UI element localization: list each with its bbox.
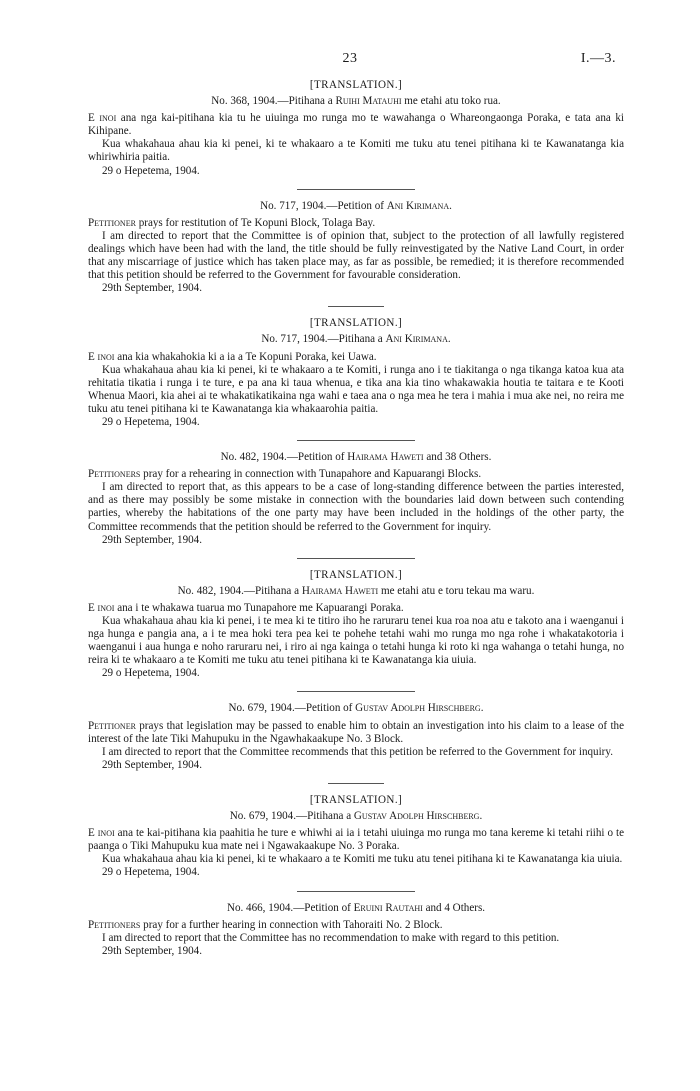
prayer-text: pray for a further hearing in connection with Tahoraiti No. 2 Block. xyxy=(140,918,443,931)
committee-report: Kua whakahaua ahau kia ki penei, i te mea ki te titiro iho he raruraru tenei kua roa noa atu e takoto ana i waenganui i nga hunga e pangia ana, a i te mea hoki tera pea kei te pohehe tetahi wahi mo runga mo nga rohe i whakatakotoria i waenganui i aua hunga e noho raruraru nei, i riro ai nga kainga o tetahi hunga ki roto ki nga wahanga o tetahi hunga, no reira ki te whakaaro a te Komiti me tuku atu tenei pitihana ki te Kawanatanga kia uiuia. xyxy=(88,615,624,667)
petitioner-name: Gustav Adolph Hirschberg xyxy=(355,702,481,715)
report-date: 29th September, 1904. xyxy=(102,282,203,295)
translation-heading xyxy=(88,569,624,582)
section-divider xyxy=(297,558,415,559)
lead-word: E inoi xyxy=(88,601,115,614)
title-prefix: No. 679, 1904.—Petition of xyxy=(228,702,356,715)
close-bracket: ] xyxy=(398,79,403,91)
translation-label: TRANSLATION. xyxy=(314,793,398,806)
prayer-text: ana nga kai-pitihana kia tu he uiuinga mo runga mo te wawahanga o Whareongaonga Poraka, e tata ana ki Kihipane. xyxy=(88,112,624,138)
petition-prayer xyxy=(88,112,624,138)
title-prefix: No. 679, 1904.—Pitihana a xyxy=(229,810,354,823)
lead-word: E inoi xyxy=(88,112,117,125)
title-suffix: . xyxy=(479,810,483,823)
title-suffix: . xyxy=(480,702,484,715)
title-suffix: and 38 Others. xyxy=(423,451,492,464)
petition-title xyxy=(88,95,624,108)
translation-label: TRANSLATION. xyxy=(314,568,398,581)
lead-word: E inoi xyxy=(88,827,115,840)
close-bracket: ] xyxy=(398,568,403,581)
committee-report: I am directed to report that, as this appears to be a case of long-standing difference between the parties interested, and as there may possibly be some mistake in connection with the boundaries laid down between such contending parties, whereby the habitations of the one party may have been included in the holdings of the other party, the Committee recommends that the petition should be referred to the Government for inquiry. xyxy=(88,481,624,533)
prayer-text: prays for restitution of Te Kopuni Block, Tolaga Bay. xyxy=(135,216,376,229)
petition-prayer xyxy=(88,351,624,364)
petitioner-name: Ani Kirimana xyxy=(386,199,450,212)
report-date: 29 o Hepetema, 1904. xyxy=(102,164,200,177)
title-prefix: No. 717, 1904.—Pitihana a xyxy=(261,333,386,346)
prayer-text: ana i te whakawa tuarua mo Tunapahore me Kapuarangi Poraka. xyxy=(114,601,404,614)
title-suffix: . xyxy=(449,199,452,212)
petition-prayer xyxy=(88,919,624,932)
title-suffix: me etahi atu e toru tekau ma waru. xyxy=(378,584,535,597)
translation-section xyxy=(88,79,624,178)
title-prefix: No. 717, 1904.—Petition of xyxy=(260,199,387,212)
prayer-text: prays that legislation may be passed to enable him to obtain an investigation into his claim to a lease of the interest of the late Tiki Mahupuku in the Ngawhakaakupe No. 3 Block. xyxy=(88,719,624,745)
title-prefix: No. 368, 1904.—Pitihana a xyxy=(211,95,336,108)
petition-prayer xyxy=(88,468,624,481)
translation-heading xyxy=(88,317,624,330)
petition-title xyxy=(88,585,624,598)
section-divider xyxy=(297,691,415,692)
title-suffix: and 4 Others. xyxy=(422,901,486,914)
translation-section xyxy=(88,317,624,429)
title-suffix: me etahi atu toko rua. xyxy=(401,95,501,108)
report-date: 29 o Hepetema, 1904. xyxy=(102,667,200,680)
translation-label: TRANSLATION. xyxy=(314,317,398,330)
petition-title xyxy=(88,810,624,823)
section-divider xyxy=(297,440,415,441)
section-divider xyxy=(328,306,384,307)
committee-report: Kua whakahaua ahau kia ki penei, ki te whakaaro a te Komiti, i runga ano i te tiakitanga o nga tikanga katoa kua ata rehitatia tikatia i runga i te ture, e pa ana ki taua whenua, e tika ana kia tino whakawakia houtia te taitara e te Kooti Whenua Maori, kia ahei ai te whakatikatikaina nga wahi e taea ana o nga mea he tera i mahia i mua ake nei, no reira me tuku atu tenei pitihana ki te Kawanatanga kia whakaarohia paitia. xyxy=(88,363,624,415)
section-divider xyxy=(297,189,415,190)
report-date: 29 o Hepetema, 1904. xyxy=(102,415,200,428)
petition-title xyxy=(88,200,624,213)
petition-title xyxy=(88,902,624,915)
close-bracket: ] xyxy=(398,317,403,330)
close-bracket: ] xyxy=(398,793,403,806)
committee-report: I am directed to report that the Committee recommends that this petition be referred to the Government for inquiry. xyxy=(102,745,613,758)
petitioner-name: Gustav Adolph Hirschberg xyxy=(353,810,480,823)
translation-heading xyxy=(88,794,624,807)
petition-title xyxy=(88,333,624,346)
open-bracket: [ xyxy=(309,568,314,581)
petitioner-name: Hairama Haweti xyxy=(347,451,424,464)
translation-label: TRANSLATION. xyxy=(314,79,398,91)
open-bracket: [ xyxy=(309,317,314,330)
document-reference: I.—3. xyxy=(580,51,616,66)
petition-title xyxy=(88,702,624,715)
lead-word: Petitioners xyxy=(88,468,141,481)
translation-section xyxy=(88,794,624,880)
committee-report: I am directed to report that the Committee has no recommendation to make with regard to this petition. xyxy=(102,931,560,944)
section-divider xyxy=(297,891,415,892)
petition-section xyxy=(88,902,624,958)
petition-title xyxy=(88,451,624,464)
prayer-text: ana te kai-pitihana kia paahitia he ture e whiwhi ai ia i tetahi uiuinga mo runga mo tana kereme ki tetahi riihi o te paanga o Tiki Mahupuku kua mate nei i Ngawakaakupe No. 3 Poraka. xyxy=(88,827,624,853)
petition-prayer xyxy=(88,720,624,746)
lead-word: E inoi xyxy=(88,350,115,363)
petition-section xyxy=(88,451,624,547)
title-prefix: No. 482, 1904.—Pitihana a xyxy=(177,584,302,597)
petition-prayer xyxy=(88,217,624,230)
committee-report: Kua whakahaua ahau kia ki penei, ki te whakaaro a te Komiti me tuku atu tenei pitihana ki te Kawanatanga kia uiuia. xyxy=(102,853,623,866)
petitioner-name: Ruihi Matauhi xyxy=(335,95,402,108)
title-prefix: No. 466, 1904.—Petition of xyxy=(226,901,354,914)
page-number: 23 xyxy=(342,51,358,66)
section-divider xyxy=(328,783,384,784)
title-suffix: . xyxy=(447,333,451,346)
report-date: 29th September, 1904. xyxy=(102,533,203,546)
petitioner-name: Hairama Haweti xyxy=(301,584,379,597)
petitioner-name: Eruini Rautahi xyxy=(353,901,423,914)
open-bracket: [ xyxy=(309,79,314,91)
prayer-text: pray for a rehearing in connection with Tunapahore and Kapuarangi Blocks. xyxy=(140,468,482,481)
petition-section xyxy=(88,200,624,296)
committee-report: Kua whakahaua ahau kia ki penei, ki te whakaaro a te Komiti me tuku atu tenei pitihana ki te Kawanatanga kia whiriwhiria paitia. xyxy=(88,138,624,164)
lead-word: Petitioner xyxy=(88,719,136,732)
petition-section xyxy=(88,702,624,771)
petition-prayer xyxy=(88,827,624,853)
report-date: 29th September, 1904. xyxy=(102,758,203,771)
title-prefix: No. 482, 1904.—Petition of xyxy=(220,451,348,464)
petition-prayer xyxy=(88,602,624,615)
open-bracket: [ xyxy=(309,793,314,806)
prayer-text: ana kia whakahokia ki a ia a Te Kopuni Poraka, kei Uawa. xyxy=(114,350,377,363)
lead-word: Petitioners xyxy=(88,918,141,931)
translation-section xyxy=(88,569,624,681)
report-date: 29 o Hepetema, 1904. xyxy=(102,866,200,879)
lead-word: Petitioner xyxy=(88,216,136,229)
report-date: 29th September, 1904. xyxy=(102,944,203,957)
page-content xyxy=(88,79,624,958)
petitioner-name: Ani Kirimana xyxy=(385,333,448,346)
translation-heading xyxy=(88,79,624,92)
committee-report: I am directed to report that the Committee is of opinion that, subject to the protection of all lawfully registered dealings which have been had with the land, the title should be fully reinvestigated by the Native Land Court, in order that any miscarriage of justice which has taken place may, as far as possible, be remedied; it is therefore recommended that this petition should be referred to the Government for favourable consideration. xyxy=(88,229,624,282)
